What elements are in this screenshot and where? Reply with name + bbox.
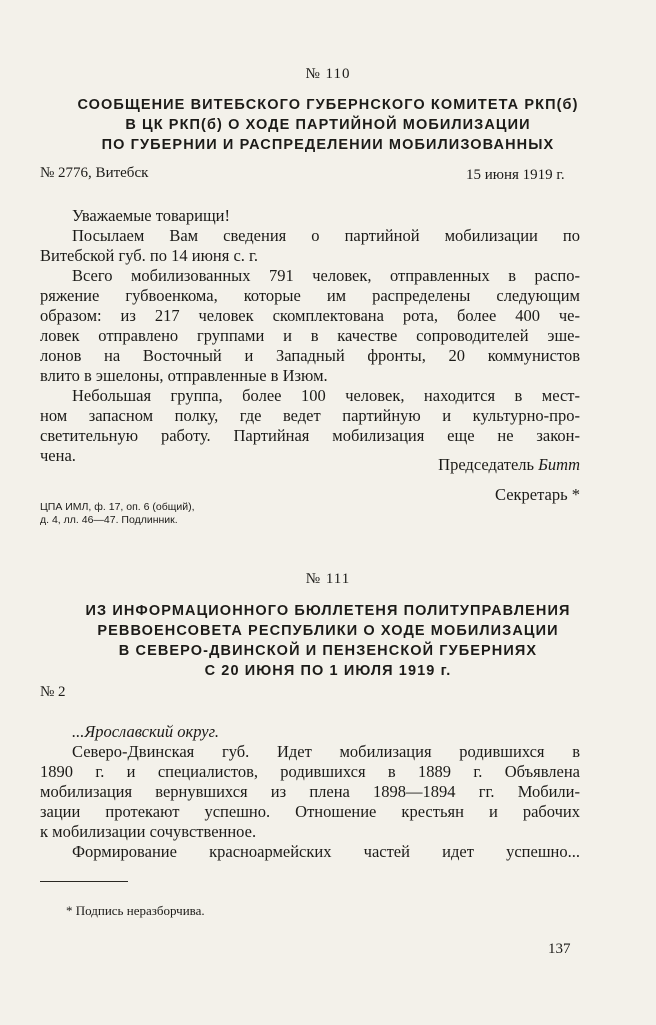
doc110-line: Витебской губ. по 14 июня с. г. xyxy=(40,246,259,265)
doc111-line: зации протекают успешно. Отношение крестьян и рабочих xyxy=(40,802,580,821)
doc110-greeting: Уважаемые товарищи! xyxy=(72,206,230,225)
doc110-archive-reference xyxy=(40,501,195,527)
doc110-title xyxy=(30,95,626,155)
doc110-title-line: В ЦК РКП(б) О ХОДЕ ПАРТИЙНОЙ МОБИЛИЗАЦИИ xyxy=(125,117,531,133)
doc110-number: № 110 xyxy=(305,66,351,82)
doc111-title-line: РЕВВОЕНСОВЕТА РЕСПУБЛИКИ О ХОДЕ МОБИЛИЗАЦИИ xyxy=(97,623,559,639)
doc110-chairman-signature xyxy=(438,455,580,475)
doc111-number: № 111 xyxy=(305,571,351,587)
doc111-title-line: В СЕВЕРО-ДВИНСКОЙ И ПЕНЗЕНСКОЙ ГУБЕРНИЯХ xyxy=(118,643,538,659)
doc111-line: Северо-Двинская губ. Идет мобилизация родившихся в xyxy=(72,742,580,761)
doc111-ref: № 2 xyxy=(40,684,66,700)
doc110-body xyxy=(40,206,580,466)
footnote: * Подпись неразборчива. xyxy=(66,903,205,918)
doc110-line: ряжение губвоенкома, которые им распределены следующим xyxy=(40,286,580,305)
doc111-line: мобилизация вернувшихся из плена 1898—1894 гг. Мобили- xyxy=(40,782,580,801)
footnote-divider xyxy=(40,881,128,882)
doc111-title-line: С 20 ИЮНЯ ПО 1 ИЮЛЯ 1919 г. xyxy=(204,663,452,679)
doc110-title-line: СООБЩЕНИЕ ВИТЕБСКОГО ГУБЕРНСКОГО КОМИТЕТА РКП(б) xyxy=(77,97,579,113)
doc110-line: Посылаем Вам сведения о партийной мобилизации по xyxy=(72,226,580,245)
doc111-district: ...Ярославский округ. xyxy=(72,722,219,741)
doc110-line: Всего мобилизованных 791 человек, отправленных в распо- xyxy=(72,266,580,285)
doc110-line: ловек отправлено группами и в качестве сопроводителей эше- xyxy=(40,326,580,345)
doc111-line: 1890 г. и специалистов, родившихся в 1889 г. Объявлена xyxy=(40,762,580,781)
doc110-line: чена. xyxy=(40,446,76,465)
chairman-label: Председатель xyxy=(438,455,535,474)
archive-line: д. 4, лл. 46—47. Подлинник. xyxy=(40,514,178,526)
doc110-line: светительную работу. Партийная мобилизация еще не закон- xyxy=(40,426,580,445)
doc111-title xyxy=(30,601,626,681)
doc110-line: лонов на Восточный и Западный фронты, 20 коммунистов xyxy=(40,346,580,365)
doc111-line: к мобилизации сочувственное. xyxy=(40,822,257,841)
doc110-title-line: ПО ГУБЕРНИИ И РАСПРЕДЕЛЕНИИ МОБИЛИЗОВАННЫХ xyxy=(101,137,555,153)
doc110-line: Небольшая группа, более 100 человек, находится в мест- xyxy=(72,386,580,405)
chairman-name: Битт xyxy=(538,455,580,474)
doc111-body xyxy=(40,722,580,862)
doc110-line: ном запасном полку, где ведет партийную и культурно-про- xyxy=(40,406,580,425)
archive-line: ЦПА ИМЛ, ф. 17, оп. 6 (общий), xyxy=(40,501,195,513)
doc110-ref: № 2776, Витебск xyxy=(40,165,149,181)
doc110-secretary-signature: Секретарь * xyxy=(494,485,580,504)
doc110-date: 15 июня 1919 г. xyxy=(466,167,565,183)
page-number: 137 xyxy=(548,941,571,957)
doc111-title-line: ИЗ ИНФОРМАЦИОННОГО БЮЛЛЕТЕНЯ ПОЛИТУПРАВЛЕНИЯ xyxy=(85,603,571,619)
doc111-line: Формирование красноармейских частей идет успешно... xyxy=(72,842,580,861)
doc110-line: влито в эшелоны, отправленные в Изюм. xyxy=(40,366,328,385)
doc110-line: образом: из 217 человек скомплектована рота, более 400 че- xyxy=(40,306,580,325)
